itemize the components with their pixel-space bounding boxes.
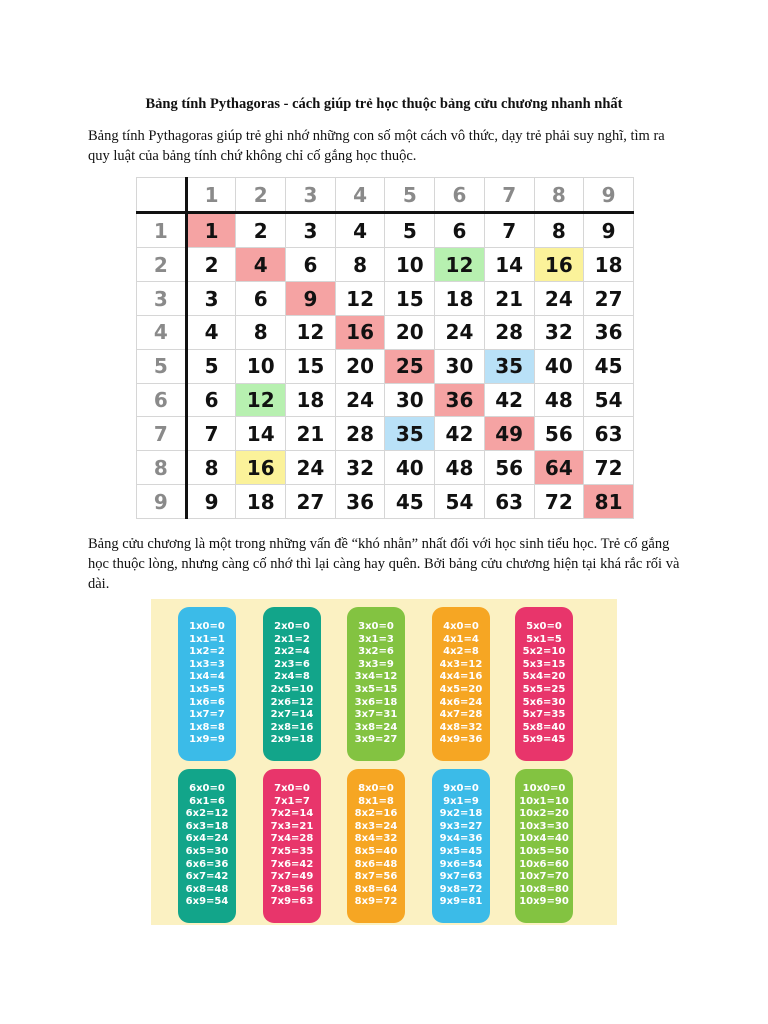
intro-paragraph: Bảng tính Pythagoras giúp trẻ ghi nhớ những con số một cách vô thức, dạy trẻ phải suy nghĩ, tìm ra quy luật của bảng tính chứ không chỉ cố gắng học thuộc. bbox=[88, 128, 665, 164]
card-line: 2x6=12 bbox=[270, 696, 314, 708]
card-line: 7x5=35 bbox=[270, 845, 314, 857]
row-header: 2 bbox=[137, 248, 187, 282]
card-line: 7x3=21 bbox=[270, 820, 314, 832]
product-cell: 45 bbox=[385, 485, 435, 519]
table-row bbox=[137, 417, 634, 451]
card-line: 5x3=15 bbox=[522, 658, 566, 670]
card-line: 9x3=27 bbox=[439, 820, 483, 832]
product-cell: 4 bbox=[335, 213, 385, 248]
card-line: 6x5=30 bbox=[185, 845, 229, 857]
card-line: 9x7=63 bbox=[439, 871, 483, 883]
product-cell: 18 bbox=[435, 282, 485, 316]
card-line: 4x2=8 bbox=[443, 646, 479, 658]
column-header: 9 bbox=[584, 178, 634, 213]
product-cell: 15 bbox=[286, 349, 336, 383]
card-line: 10x6=60 bbox=[519, 858, 569, 870]
product-cell: 15 bbox=[385, 282, 435, 316]
product-cell: 20 bbox=[385, 316, 435, 350]
card-line: 3x7=31 bbox=[354, 709, 398, 721]
product-cell: 14 bbox=[236, 417, 286, 451]
product-cell: 42 bbox=[484, 383, 534, 417]
product-cell: 81 bbox=[584, 485, 634, 519]
product-cell: 6 bbox=[236, 282, 286, 316]
card-line: 1x4=4 bbox=[189, 671, 225, 683]
card-line: 8x3=24 bbox=[354, 820, 398, 832]
card-line: 5x4=20 bbox=[522, 671, 566, 683]
row-header: 4 bbox=[137, 316, 187, 350]
card-line: 2x1=2 bbox=[274, 633, 310, 645]
card-line: 2x4=8 bbox=[274, 671, 310, 683]
product-cell: 42 bbox=[435, 417, 485, 451]
product-cell: 40 bbox=[385, 451, 435, 485]
card-line: 4x3=12 bbox=[439, 658, 483, 670]
product-cell: 5 bbox=[385, 213, 435, 248]
row-header: 3 bbox=[137, 282, 187, 316]
card-line: 8x2=16 bbox=[354, 808, 398, 820]
card-line: 9x0=0 bbox=[443, 783, 479, 794]
card-line: 8x5=40 bbox=[354, 845, 398, 857]
card-line: 8x4=32 bbox=[354, 833, 398, 845]
card-line: 5x5=25 bbox=[522, 683, 566, 695]
table-row bbox=[137, 383, 634, 417]
column-header: 7 bbox=[484, 178, 534, 213]
times-table-card bbox=[263, 607, 321, 761]
product-cell: 5 bbox=[186, 349, 236, 383]
card-line: 6x0=0 bbox=[189, 783, 225, 794]
card-line: 5x0=0 bbox=[526, 621, 562, 632]
table-row bbox=[137, 485, 634, 519]
product-cell: 54 bbox=[584, 383, 634, 417]
table-corner-cell bbox=[137, 178, 187, 213]
card-line: 3x9=27 bbox=[354, 734, 398, 746]
card-line: 1x5=5 bbox=[189, 683, 225, 695]
card-line: 1x6=6 bbox=[189, 696, 225, 708]
product-cell: 3 bbox=[186, 282, 236, 316]
card-line: 2x0=0 bbox=[274, 621, 310, 632]
card-line: 9x2=18 bbox=[439, 808, 483, 820]
card-line: 9x5=45 bbox=[439, 845, 483, 857]
card-line: 5x6=30 bbox=[522, 696, 566, 708]
row-header: 8 bbox=[137, 451, 187, 485]
product-cell: 72 bbox=[584, 451, 634, 485]
table-row bbox=[137, 282, 634, 316]
card-line: 4x6=24 bbox=[439, 696, 483, 708]
card-line: 4x7=28 bbox=[439, 709, 483, 721]
product-cell: 30 bbox=[385, 383, 435, 417]
card-line: 3x8=24 bbox=[354, 721, 398, 733]
card-line: 7x2=14 bbox=[270, 808, 314, 820]
card-line: 8x0=0 bbox=[358, 783, 394, 794]
table-row bbox=[137, 213, 634, 248]
card-line: 7x0=0 bbox=[274, 783, 310, 794]
card-line: 6x6=36 bbox=[185, 858, 229, 870]
card-line: 6x2=12 bbox=[185, 808, 229, 820]
times-table-card bbox=[178, 607, 236, 761]
card-line: 4x4=16 bbox=[439, 671, 483, 683]
card-line: 1x9=9 bbox=[189, 734, 225, 746]
product-cell: 8 bbox=[534, 213, 584, 248]
card-line: 9x9=81 bbox=[439, 896, 483, 908]
times-table-card bbox=[178, 769, 236, 923]
product-cell: 28 bbox=[484, 316, 534, 350]
product-cell: 63 bbox=[584, 417, 634, 451]
product-cell: 6 bbox=[186, 383, 236, 417]
card-line: 9x6=54 bbox=[439, 858, 483, 870]
card-line: 2x2=4 bbox=[274, 646, 310, 658]
product-cell: 16 bbox=[236, 451, 286, 485]
times-table-card bbox=[347, 607, 405, 761]
product-cell: 56 bbox=[534, 417, 584, 451]
column-header: 4 bbox=[335, 178, 385, 213]
row-header: 6 bbox=[137, 383, 187, 417]
product-cell: 35 bbox=[385, 417, 435, 451]
row-header: 9 bbox=[137, 485, 187, 519]
product-cell: 8 bbox=[335, 248, 385, 282]
product-cell: 12 bbox=[335, 282, 385, 316]
product-cell: 1 bbox=[186, 213, 236, 248]
product-cell: 49 bbox=[484, 417, 534, 451]
card-line: 8x8=64 bbox=[354, 883, 398, 895]
product-cell: 54 bbox=[435, 485, 485, 519]
card-line: 2x7=14 bbox=[270, 709, 314, 721]
card-line: 10x3=30 bbox=[519, 820, 569, 832]
product-cell: 40 bbox=[534, 349, 584, 383]
card-line: 5x9=45 bbox=[522, 734, 566, 746]
product-cell: 24 bbox=[335, 383, 385, 417]
column-header: 5 bbox=[385, 178, 435, 213]
card-line: 2x5=10 bbox=[270, 683, 314, 695]
product-cell: 27 bbox=[286, 485, 336, 519]
product-cell: 10 bbox=[236, 349, 286, 383]
product-cell: 6 bbox=[435, 213, 485, 248]
table-row bbox=[137, 248, 634, 282]
column-header: 8 bbox=[534, 178, 584, 213]
card-line: 10x7=70 bbox=[519, 871, 569, 883]
product-cell: 9 bbox=[286, 282, 336, 316]
card-line: 6x3=18 bbox=[185, 820, 229, 832]
table-row bbox=[137, 316, 634, 350]
card-line: 3x6=18 bbox=[354, 696, 398, 708]
product-cell: 32 bbox=[335, 451, 385, 485]
product-cell: 16 bbox=[335, 316, 385, 350]
multiplication-cards-image bbox=[151, 599, 617, 925]
times-table-card bbox=[515, 769, 573, 923]
product-cell: 18 bbox=[286, 383, 336, 417]
product-cell: 35 bbox=[484, 349, 534, 383]
card-line: 6x8=48 bbox=[185, 883, 229, 895]
card-line: 4x1=4 bbox=[443, 633, 479, 645]
row-header: 1 bbox=[137, 213, 187, 248]
product-cell: 2 bbox=[236, 213, 286, 248]
card-line: 10x4=40 bbox=[519, 833, 569, 845]
card-line: 6x7=42 bbox=[185, 871, 229, 883]
card-line: 1x2=2 bbox=[189, 646, 225, 658]
product-cell: 2 bbox=[186, 248, 236, 282]
product-cell: 28 bbox=[335, 417, 385, 451]
card-line: 10x0=0 bbox=[522, 783, 566, 794]
card-line: 1x1=1 bbox=[189, 633, 225, 645]
card-line: 5x2=10 bbox=[522, 646, 566, 658]
card-line: 5x7=35 bbox=[522, 709, 566, 721]
card-line: 4x0=0 bbox=[443, 621, 479, 632]
product-cell: 48 bbox=[534, 383, 584, 417]
product-cell: 32 bbox=[534, 316, 584, 350]
product-cell: 21 bbox=[286, 417, 336, 451]
product-cell: 64 bbox=[534, 451, 584, 485]
card-line: 2x3=6 bbox=[274, 658, 310, 670]
card-line: 7x1=7 bbox=[274, 795, 310, 807]
pythagoras-table bbox=[136, 177, 634, 519]
card-line: 1x8=8 bbox=[189, 721, 225, 733]
product-cell: 4 bbox=[236, 248, 286, 282]
times-table-card bbox=[263, 769, 321, 923]
card-line: 5x8=40 bbox=[522, 721, 566, 733]
card-line: 3x3=9 bbox=[358, 658, 394, 670]
product-cell: 24 bbox=[435, 316, 485, 350]
product-cell: 36 bbox=[435, 383, 485, 417]
card-line: 3x2=6 bbox=[358, 646, 394, 658]
product-cell: 56 bbox=[484, 451, 534, 485]
column-header: 1 bbox=[186, 178, 236, 213]
times-table-card bbox=[347, 769, 405, 923]
card-line: 6x1=6 bbox=[189, 795, 225, 807]
card-line: 8x6=48 bbox=[354, 858, 398, 870]
card-line: 10x2=20 bbox=[519, 808, 569, 820]
product-cell: 12 bbox=[236, 383, 286, 417]
card-line: 1x0=0 bbox=[189, 621, 225, 632]
card-line: 7x9=63 bbox=[270, 896, 314, 908]
card-line: 7x4=28 bbox=[270, 833, 314, 845]
table-row bbox=[137, 451, 634, 485]
card-line: 3x0=0 bbox=[358, 621, 394, 632]
product-cell: 16 bbox=[534, 248, 584, 282]
product-cell: 7 bbox=[186, 417, 236, 451]
document-title: Bảng tính Pythagoras - cách giúp trẻ học thuộc bảng cửu chương nhanh nhất bbox=[145, 96, 623, 112]
row-header: 7 bbox=[137, 417, 187, 451]
card-line: 3x4=12 bbox=[354, 671, 398, 683]
product-cell: 45 bbox=[584, 349, 634, 383]
product-cell: 48 bbox=[435, 451, 485, 485]
product-cell: 7 bbox=[484, 213, 534, 248]
times-table-card bbox=[515, 607, 573, 761]
card-line: 4x8=32 bbox=[439, 721, 483, 733]
product-cell: 8 bbox=[186, 451, 236, 485]
card-line: 8x9=72 bbox=[354, 896, 398, 908]
product-cell: 24 bbox=[534, 282, 584, 316]
product-cell: 24 bbox=[286, 451, 336, 485]
card-line: 2x9=18 bbox=[270, 734, 314, 746]
product-cell: 12 bbox=[286, 316, 336, 350]
product-cell: 10 bbox=[385, 248, 435, 282]
product-cell: 20 bbox=[335, 349, 385, 383]
table-row bbox=[137, 349, 634, 383]
product-cell: 12 bbox=[435, 248, 485, 282]
card-line: 2x8=16 bbox=[270, 721, 314, 733]
product-cell: 18 bbox=[584, 248, 634, 282]
table-header-row bbox=[137, 178, 634, 213]
body-paragraph: Bảng cửu chương là một trong những vấn đề “khó nhằn” nhất đối với học sinh tiểu học. Trẻ cố gắng học thuộc lòng, nhưng càng cố nhớ thì lại càng hay quên. Bởi bảng cửu chương hiện tại khá rắc rối và dài. bbox=[88, 536, 680, 592]
product-cell: 4 bbox=[186, 316, 236, 350]
card-line: 6x4=24 bbox=[185, 833, 229, 845]
card-line: 9x8=72 bbox=[439, 883, 483, 895]
product-cell: 27 bbox=[584, 282, 634, 316]
column-header: 6 bbox=[435, 178, 485, 213]
card-line: 10x1=10 bbox=[519, 795, 569, 807]
product-cell: 8 bbox=[236, 316, 286, 350]
card-line: 10x9=90 bbox=[519, 896, 569, 908]
card-line: 9x4=36 bbox=[439, 833, 483, 845]
times-table-card bbox=[432, 607, 490, 761]
product-cell: 9 bbox=[186, 485, 236, 519]
card-line: 7x6=42 bbox=[270, 858, 314, 870]
card-line: 4x5=20 bbox=[439, 683, 483, 695]
product-cell: 30 bbox=[435, 349, 485, 383]
card-line: 6x9=54 bbox=[185, 896, 229, 908]
product-cell: 72 bbox=[534, 485, 584, 519]
product-cell: 9 bbox=[584, 213, 634, 248]
card-line: 7x8=56 bbox=[270, 883, 314, 895]
card-line: 3x5=15 bbox=[354, 683, 398, 695]
card-line: 7x7=49 bbox=[270, 871, 314, 883]
product-cell: 6 bbox=[286, 248, 336, 282]
product-cell: 36 bbox=[335, 485, 385, 519]
product-cell: 3 bbox=[286, 213, 336, 248]
card-line: 1x7=7 bbox=[189, 709, 225, 721]
card-line: 10x8=80 bbox=[519, 883, 569, 895]
card-line: 4x9=36 bbox=[439, 734, 483, 746]
product-cell: 25 bbox=[385, 349, 435, 383]
column-header: 3 bbox=[286, 178, 336, 213]
product-cell: 14 bbox=[484, 248, 534, 282]
card-line: 3x1=3 bbox=[358, 633, 394, 645]
card-line: 8x7=56 bbox=[354, 871, 398, 883]
card-line: 8x1=8 bbox=[358, 795, 394, 807]
product-cell: 63 bbox=[484, 485, 534, 519]
card-line: 1x3=3 bbox=[189, 658, 225, 670]
card-line: 9x1=9 bbox=[443, 795, 479, 807]
product-cell: 36 bbox=[584, 316, 634, 350]
card-line: 5x1=5 bbox=[526, 633, 562, 645]
times-table-card bbox=[432, 769, 490, 923]
product-cell: 18 bbox=[236, 485, 286, 519]
column-header: 2 bbox=[236, 178, 286, 213]
row-header: 5 bbox=[137, 349, 187, 383]
card-line: 10x5=50 bbox=[519, 845, 569, 857]
product-cell: 21 bbox=[484, 282, 534, 316]
